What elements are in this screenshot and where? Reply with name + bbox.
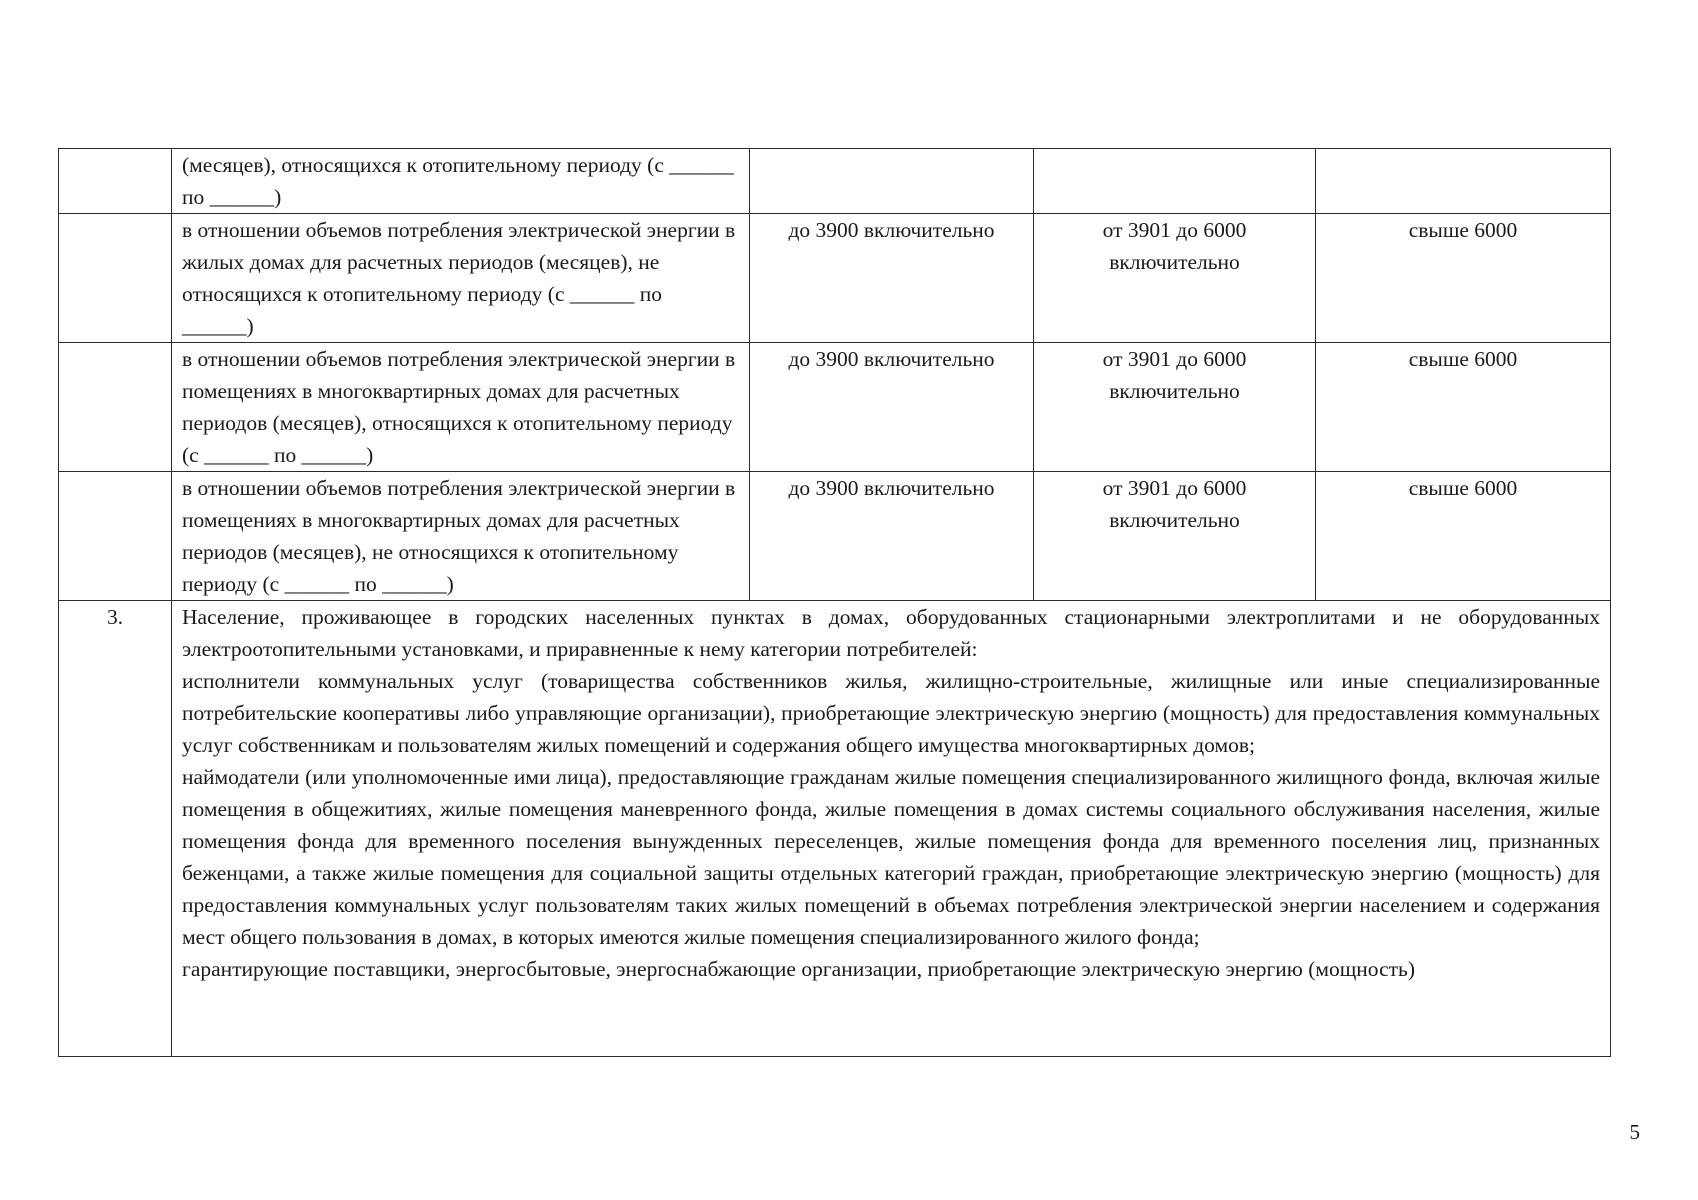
section-paragraph: наймодатели (или уполномоченные ими лица), предоставляющие гражданам жилые помещения специализированного жилищного фонда, включая жилые помещения в общежитиях, жилые помещения маневренного фонда, жилые помещения в домах системы социального обслуживания населения, жилые помещения фонда для временного поселения вынужденных переселенцев, жилые помещения фонда для временного поселения лиц, признанных беженцами, а также жилые помещения для социальной защиты отдельных категорий граждан, приобретающие электрическую энергию (мощность) для предоставления коммунальных услуг пользователям таких жилых помещений в объемах потребления электрической энергии населением и содержания мест общего пользования в домах, в которых имеются жилые помещения специализированного жилого фонда; — [182, 765, 1600, 949]
value-range-2: от 3901 до 6000 включительно — [1034, 214, 1316, 343]
section-paragraph: гарантирующие поставщики, энергосбытовые, энергоснабжающие организации, приобретающие электрическую энергию (мощность) — [182, 957, 1415, 981]
value-range-1 — [750, 149, 1034, 214]
row-description: в отношении объемов потребления электрической энергии в жилых домах для расчетных периодов (месяцев), не относящихся к отопительному периоду (с ______ по ______) — [172, 214, 750, 343]
table-row — [59, 149, 1611, 214]
tariff-table — [58, 148, 1611, 1057]
value-range-2: от 3901 до 6000 включительно — [1034, 343, 1316, 472]
value-range-3: свыше 6000 — [1316, 343, 1611, 472]
row-number — [59, 149, 172, 214]
row-description: в отношении объемов потребления электрической энергии в помещениях в многоквартирных домах для расчетных периодов (месяцев), относящихся к отопительному периоду (с ______ по ______) — [172, 343, 750, 472]
table-row — [59, 472, 1611, 601]
row-number — [59, 214, 172, 343]
section-paragraph: Население, проживающее в городских населенных пунктах в домах, оборудованных стационарными электроплитами и не оборудованных электроотопительными установками, и приравненные к нему категории потребителей: — [182, 605, 1600, 661]
value-range-3: свыше 6000 — [1316, 472, 1611, 601]
value-range-3: свыше 6000 — [1316, 214, 1611, 343]
value-range-1: до 3900 включительно — [750, 214, 1034, 343]
row-description: в отношении объемов потребления электрической энергии в помещениях в многоквартирных домах для расчетных периодов (месяцев), не относящихся к отопительному периоду (с ______ по ______) — [172, 472, 750, 601]
value-range-2 — [1034, 149, 1316, 214]
value-range-1: до 3900 включительно — [750, 343, 1034, 472]
row-number — [59, 343, 172, 472]
table-row — [59, 214, 1611, 343]
value-range-1: до 3900 включительно — [750, 472, 1034, 601]
section-paragraph: исполнители коммунальных услуг (товарищества собственников жилья, жилищно-строительные, жилищные или иные специализированные потребительские кооперативы либо управляющие организации), приобретающие электрическую энергию (мощность) для предоставления коммунальных услуг собственникам и пользователям жилых помещений и содержания общего имущества многоквартирных домов; — [182, 669, 1600, 757]
value-range-2: от 3901 до 6000 включительно — [1034, 472, 1316, 601]
row-description: (месяцев), относящихся к отопительному периоду (с ______ по ______) — [172, 149, 750, 214]
page-number: 5 — [1629, 1120, 1640, 1144]
table-row-section-3 — [59, 601, 1611, 1057]
table-row — [59, 343, 1611, 472]
section-number: 3. — [59, 601, 172, 1057]
section-3-text — [172, 601, 1611, 1057]
value-range-3 — [1316, 149, 1611, 214]
row-number — [59, 472, 172, 601]
